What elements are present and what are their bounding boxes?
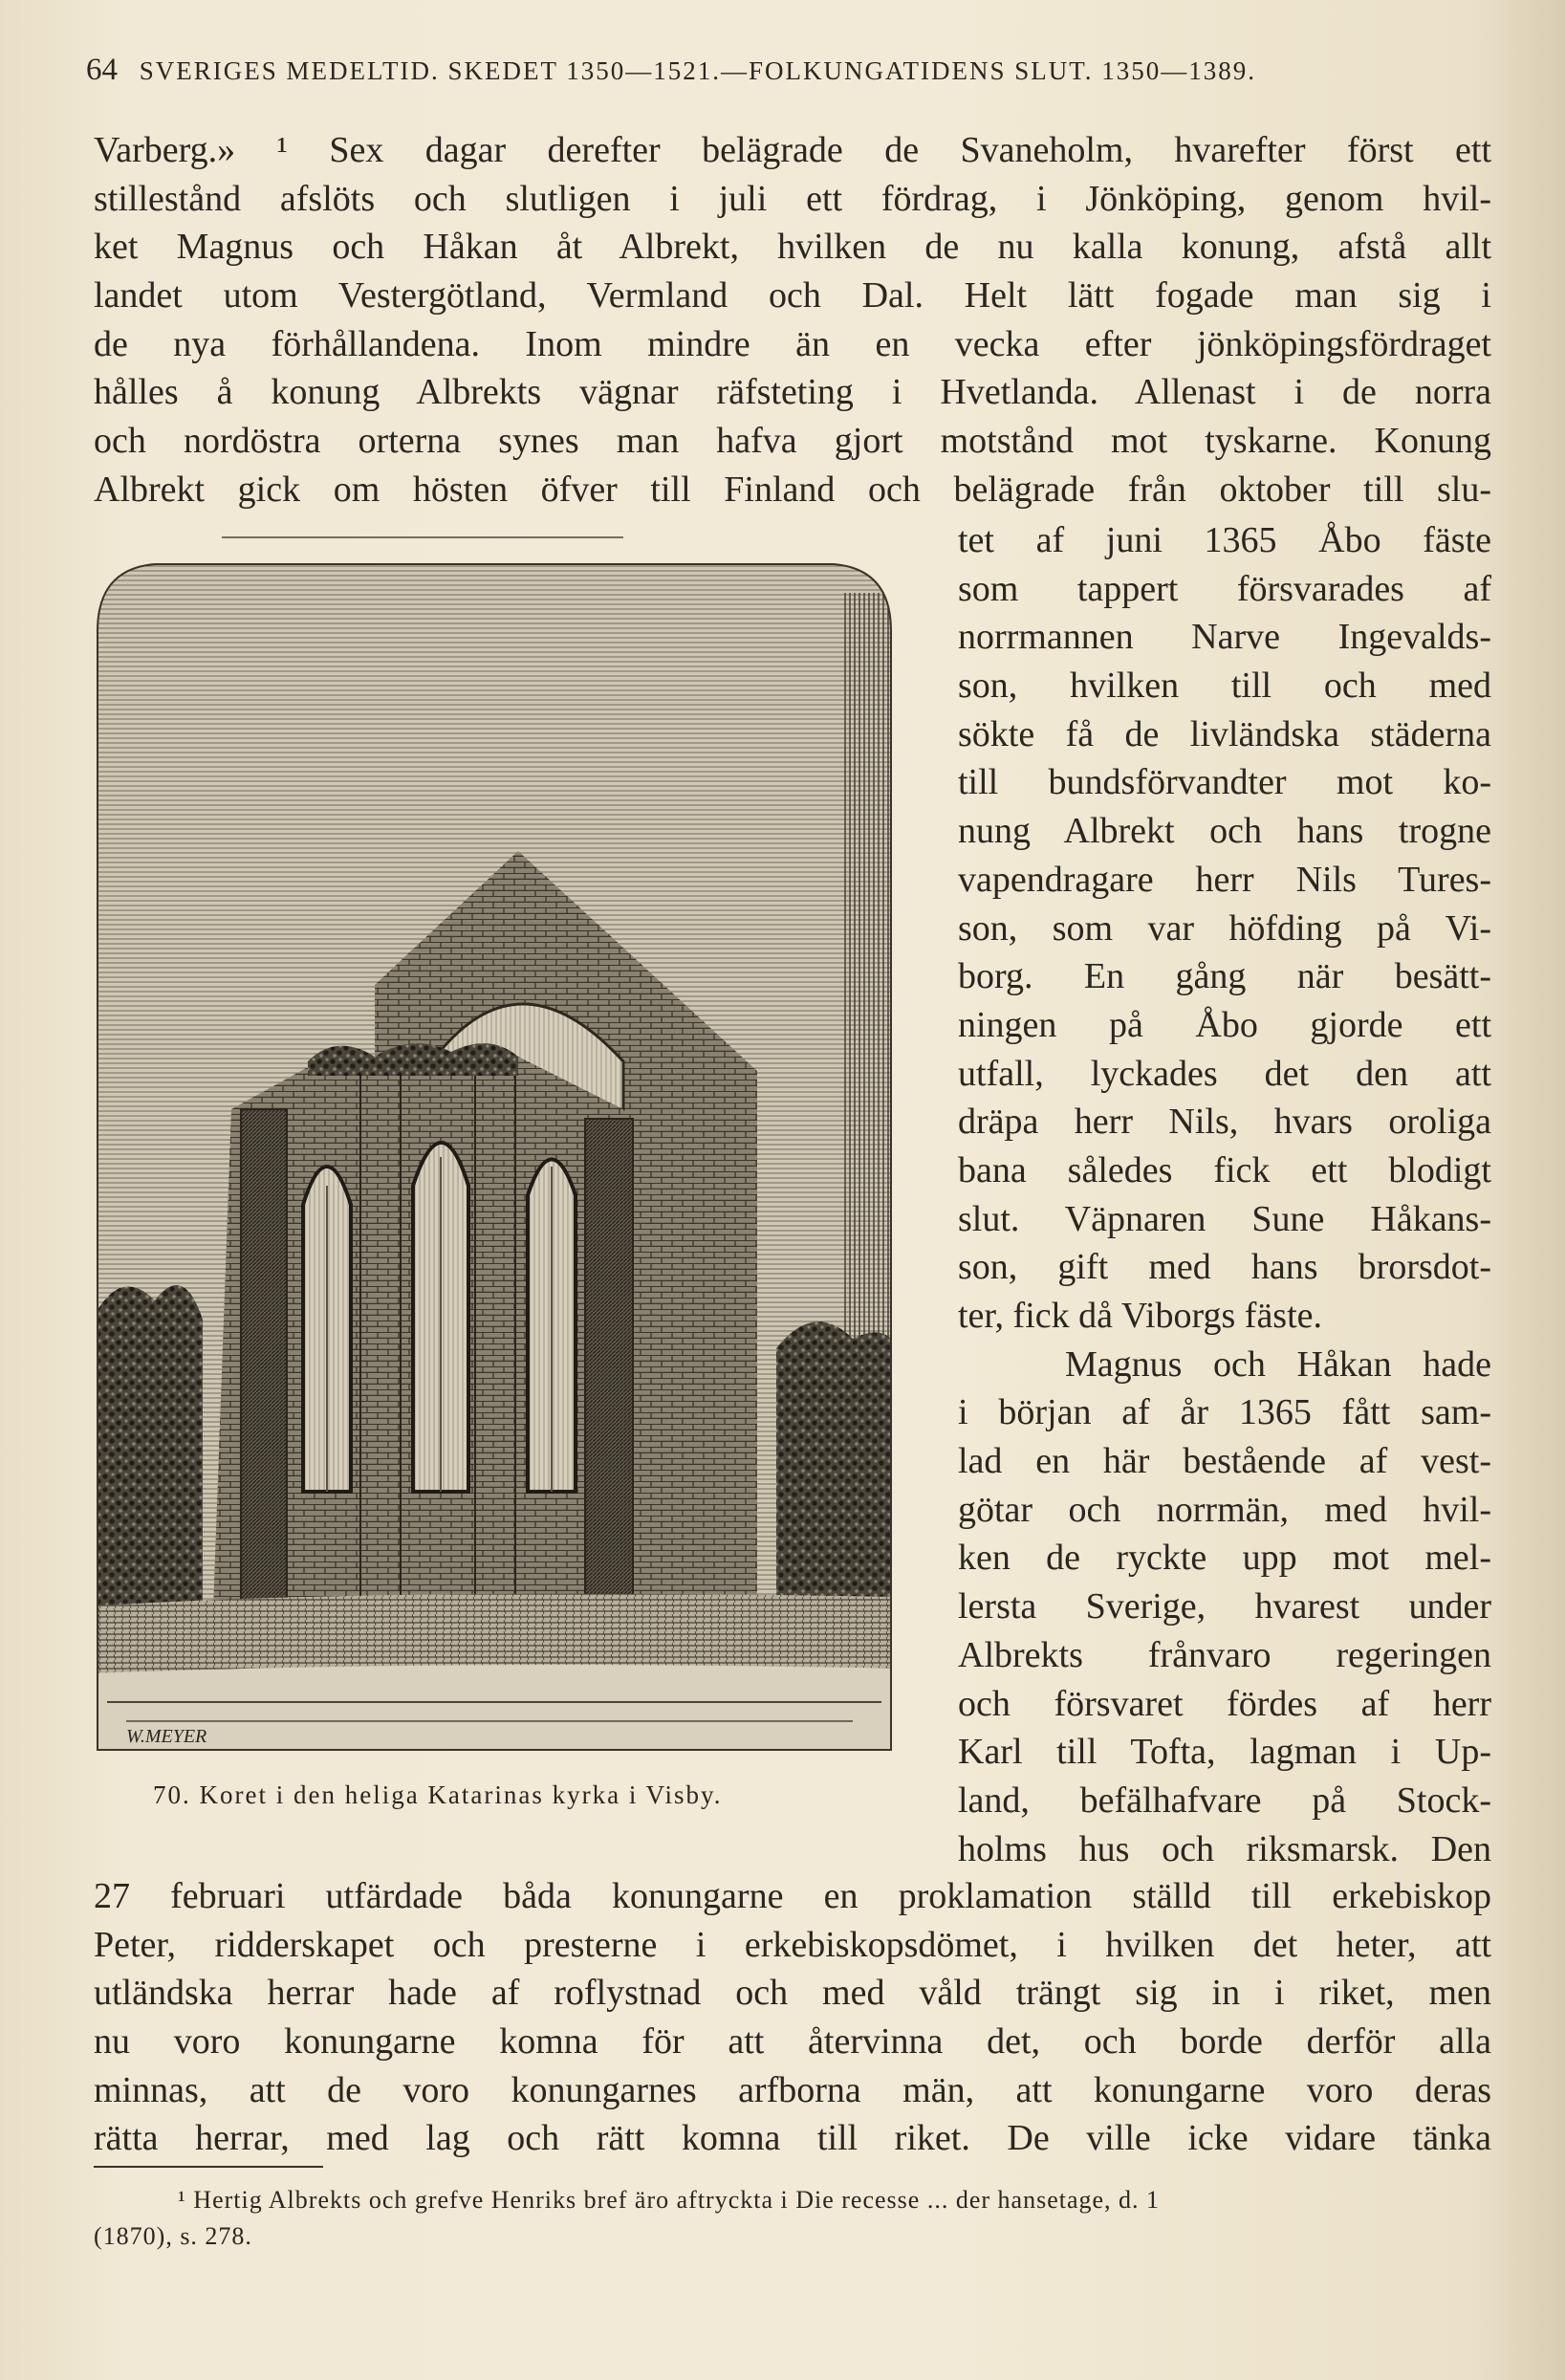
text-line: borg. En gång när besätt- [958,956,1491,997]
text-line: vapendragare herr Nils Tures- [958,859,1491,900]
figure-caption: 70. Koret i den heliga Katarinas kyrka i Visby. [153,1780,723,1809]
text-line: de nya förhållandena. Inom mindre än en vecka efter jönköpingsfördraget [94,323,1491,364]
text-line: ken de ryckte upp mot mel- [958,1538,1491,1579]
text-line: nu voro konungarne komna för att återvinna det, och borde derför alla [94,2021,1491,2063]
text-line: som tappert försvarades af [958,568,1491,609]
text-line: minnas, att de voro konungarnes arfborna män, att konungarne voro deras [94,2069,1491,2110]
running-title: SVERIGES MEDELTID. SKEDET 1350—1521.—FOLKUNGATIDENS SLUT. 1350—1389. [139,56,1256,85]
text-line: Albrekts frånvaro regeringen [958,1634,1491,1675]
body-text-side [958,516,1491,1873]
text-line: Albrekt gick om hösten öfver till Finland och belägrade från oktober till slu- [94,469,1491,510]
text-line: till bundsförvandter mot ko- [958,762,1491,803]
engraving-illustration [88,535,901,1779]
text-line: tet af juni 1365 Åbo fäste [958,520,1491,560]
text-line: rätta herrar, med lag och rätt komna till riket. De ville icke vidare tänka [94,2118,1491,2159]
text-line: ket Magnus och Håkan åt Albrekt, hvilken de nu kalla konung, afstå allt [94,227,1491,268]
footnote-line: ¹ Hertig Albrekts och grefve Henriks bref äro aftryckta i Die recesse ... der hansetage, d. 1 [178,2186,1161,2214]
text-line: dräpa herr Nils, hvars oroliga [958,1102,1491,1143]
engraver-signature: W.MEYER [126,1726,207,1747]
running-header [86,53,1491,88]
text-line: ter, fick då Viborgs fäste. [958,1296,1323,1336]
text-line: lad en här bestående af vest- [958,1441,1491,1482]
text-line: son, gift med hans brorsdot- [958,1247,1491,1288]
text-line: utfall, lyckades det den att [958,1053,1491,1094]
footnote-rule [94,2166,323,2168]
text-line: land, befälhafvare på Stock- [958,1780,1491,1821]
text-line: utländska herrar hade af roflystnad och med våld trängt sig in i riket, men [94,1973,1491,2014]
text-line: Magnus och Håkan hade [1065,1343,1491,1385]
text-line: Karl till Tofta, lagman i Up- [958,1732,1491,1773]
text-line: son, hvilken till och med [958,666,1491,707]
text-line: och nordöstra orterna synes man hafva gjort motstånd mot tyskarne. Konung [94,421,1491,462]
text-line: slut. Väpnaren Sune Håkans- [958,1198,1491,1239]
page-number: 64 [86,53,118,87]
text-line: i början af år 1365 fått sam- [958,1392,1491,1433]
text-line: Varberg.» ¹ Sex dagar derefter belägrade de Svaneholm, hvarefter först ett [94,130,1491,170]
body-text-top [94,126,1491,514]
text-line: nung Albrekt och hans trogne [958,811,1491,852]
text-line: bana således fick ett blodigt [958,1149,1491,1190]
text-line: holms hus och riksmarsk. Den [958,1828,1491,1869]
text-line: sökte få de livländska städerna [958,713,1491,754]
footnote-line: (1870), s. 278. [94,2222,252,2250]
text-line: och försvaret fördes af herr [958,1683,1491,1724]
church-choir-engraving [88,535,901,1779]
text-line: lersta Sverige, hvarest under [958,1586,1491,1627]
text-line: ningen på Åbo gjorde ett [958,1004,1491,1045]
text-line: 27 februari utfärdade båda konungarne en proklamation ställd till erkebiskop [94,1876,1491,1916]
text-line: stillestånd afslöts och slutligen i juli ett fördrag, i Jönköping, genom hvil- [94,178,1491,219]
text-line: götar och norrmän, med hvil- [958,1489,1491,1530]
footnote [94,2182,1491,2255]
text-line: hålles å konung Albrekts vägnar räfsteting i Hvetlanda. Allenast i de norra [94,372,1491,413]
body-text-bottom [94,1872,1491,2163]
text-line: Peter, ridderskapet och presterne i erkebiskopsdömet, i hvilken det heter, att [94,1924,1491,1965]
text-line: norrmannen Narve Ingevalds- [958,617,1491,658]
text-line: son, som var höfding på Vi- [958,907,1491,949]
text-line: landet utom Vestergötland, Vermland och Dal. Helt lätt fogade man sig i [94,275,1491,317]
